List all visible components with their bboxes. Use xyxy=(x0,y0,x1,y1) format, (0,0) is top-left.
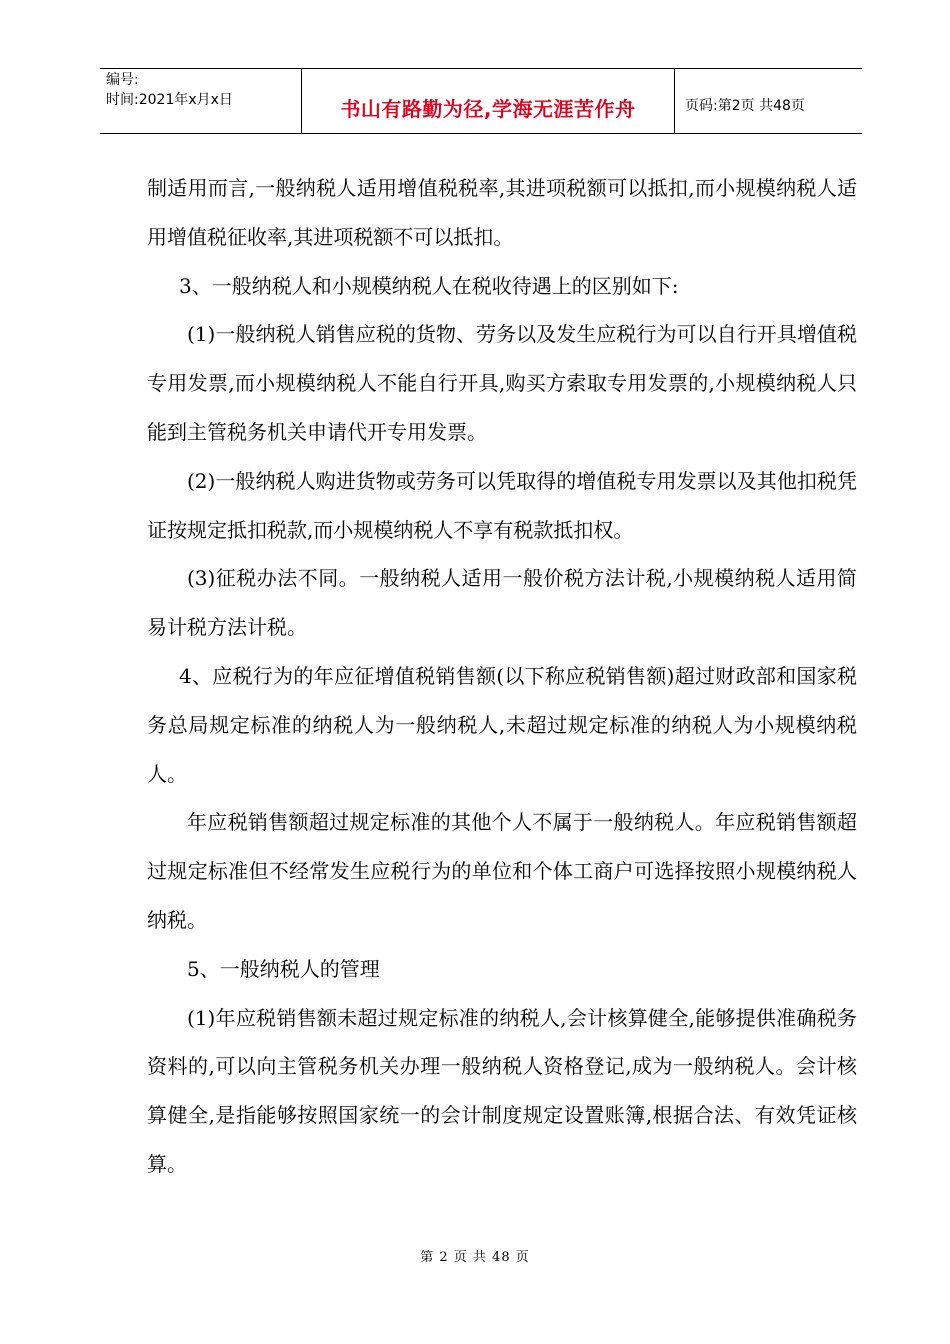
paragraph: 年应税销售额超过规定标准的其他个人不属于一般纳税人。年应税销售额超过规定标准但不经常发生应税行为的单位和个体工商户可选择按照小规模纳税人纳税。 xyxy=(147,810,857,932)
document-time-label: 时间:2021年x月x日 xyxy=(106,92,233,108)
header-info-cell xyxy=(100,69,302,133)
document-body xyxy=(147,164,857,1189)
document-number-label: 编号: xyxy=(106,72,139,88)
page-footer: 第 2 页 共 48 页 xyxy=(420,1250,530,1265)
header-motto: 书山有路勤为径,学海无涯苦作舟 xyxy=(340,97,636,121)
paragraph: 3、一般纳税人和小规模纳税人在税收待遇上的区别如下: xyxy=(179,273,679,298)
page-header xyxy=(100,68,862,134)
paragraph: 5、一般纳税人的管理 xyxy=(187,956,380,981)
paragraph: 制适用而言,一般纳税人适用增值税税率,其进项税额可以抵扣,而小规模纳税人适用增值税征收率,其进项税额不可以抵扣。 xyxy=(147,176,857,249)
paragraph: (2)一般纳税人购进货物或劳务可以凭取得的增值税专用发票以及其他扣税凭证按规定抵扣税款,而小规模纳税人不享有税款抵扣权。 xyxy=(147,468,857,542)
header-motto-cell xyxy=(302,69,675,133)
paragraph: (1)一般纳税人销售应税的货物、劳务以及发生应税行为可以自行开具增值税专用发票,而小规模纳税人不能自行开具,购买方索取专用发票的,小规模纳税人只能到主管税务机关申请代开专用发票。 xyxy=(147,322,857,444)
header-page-cell xyxy=(675,69,862,133)
paragraph: (1)年应税销售额未超过规定标准的纳税人,会计核算健全,能够提供准确税务资料的,可以向主管税务机关办理一般纳税人资格登记,成为一般纳税人。会计核算健全,是指能够按照国家统一的会计制度规定设置账簿,根据合法、有效凭证核算。 xyxy=(147,1005,857,1176)
paragraph: 4、应税行为的年应征增值税销售额(以下称应税销售额)超过财政部和国家税务总局规定标准的纳税人为一般纳税人,未超过规定标准的纳税人为小规模纳税人。 xyxy=(147,663,857,786)
paragraph: (3)征税办法不同。一般纳税人适用一般价税方法计税,小规模纳税人适用简易计税方法计税。 xyxy=(147,566,857,640)
header-page-code: 页码:第2页 共48页 xyxy=(685,98,805,114)
